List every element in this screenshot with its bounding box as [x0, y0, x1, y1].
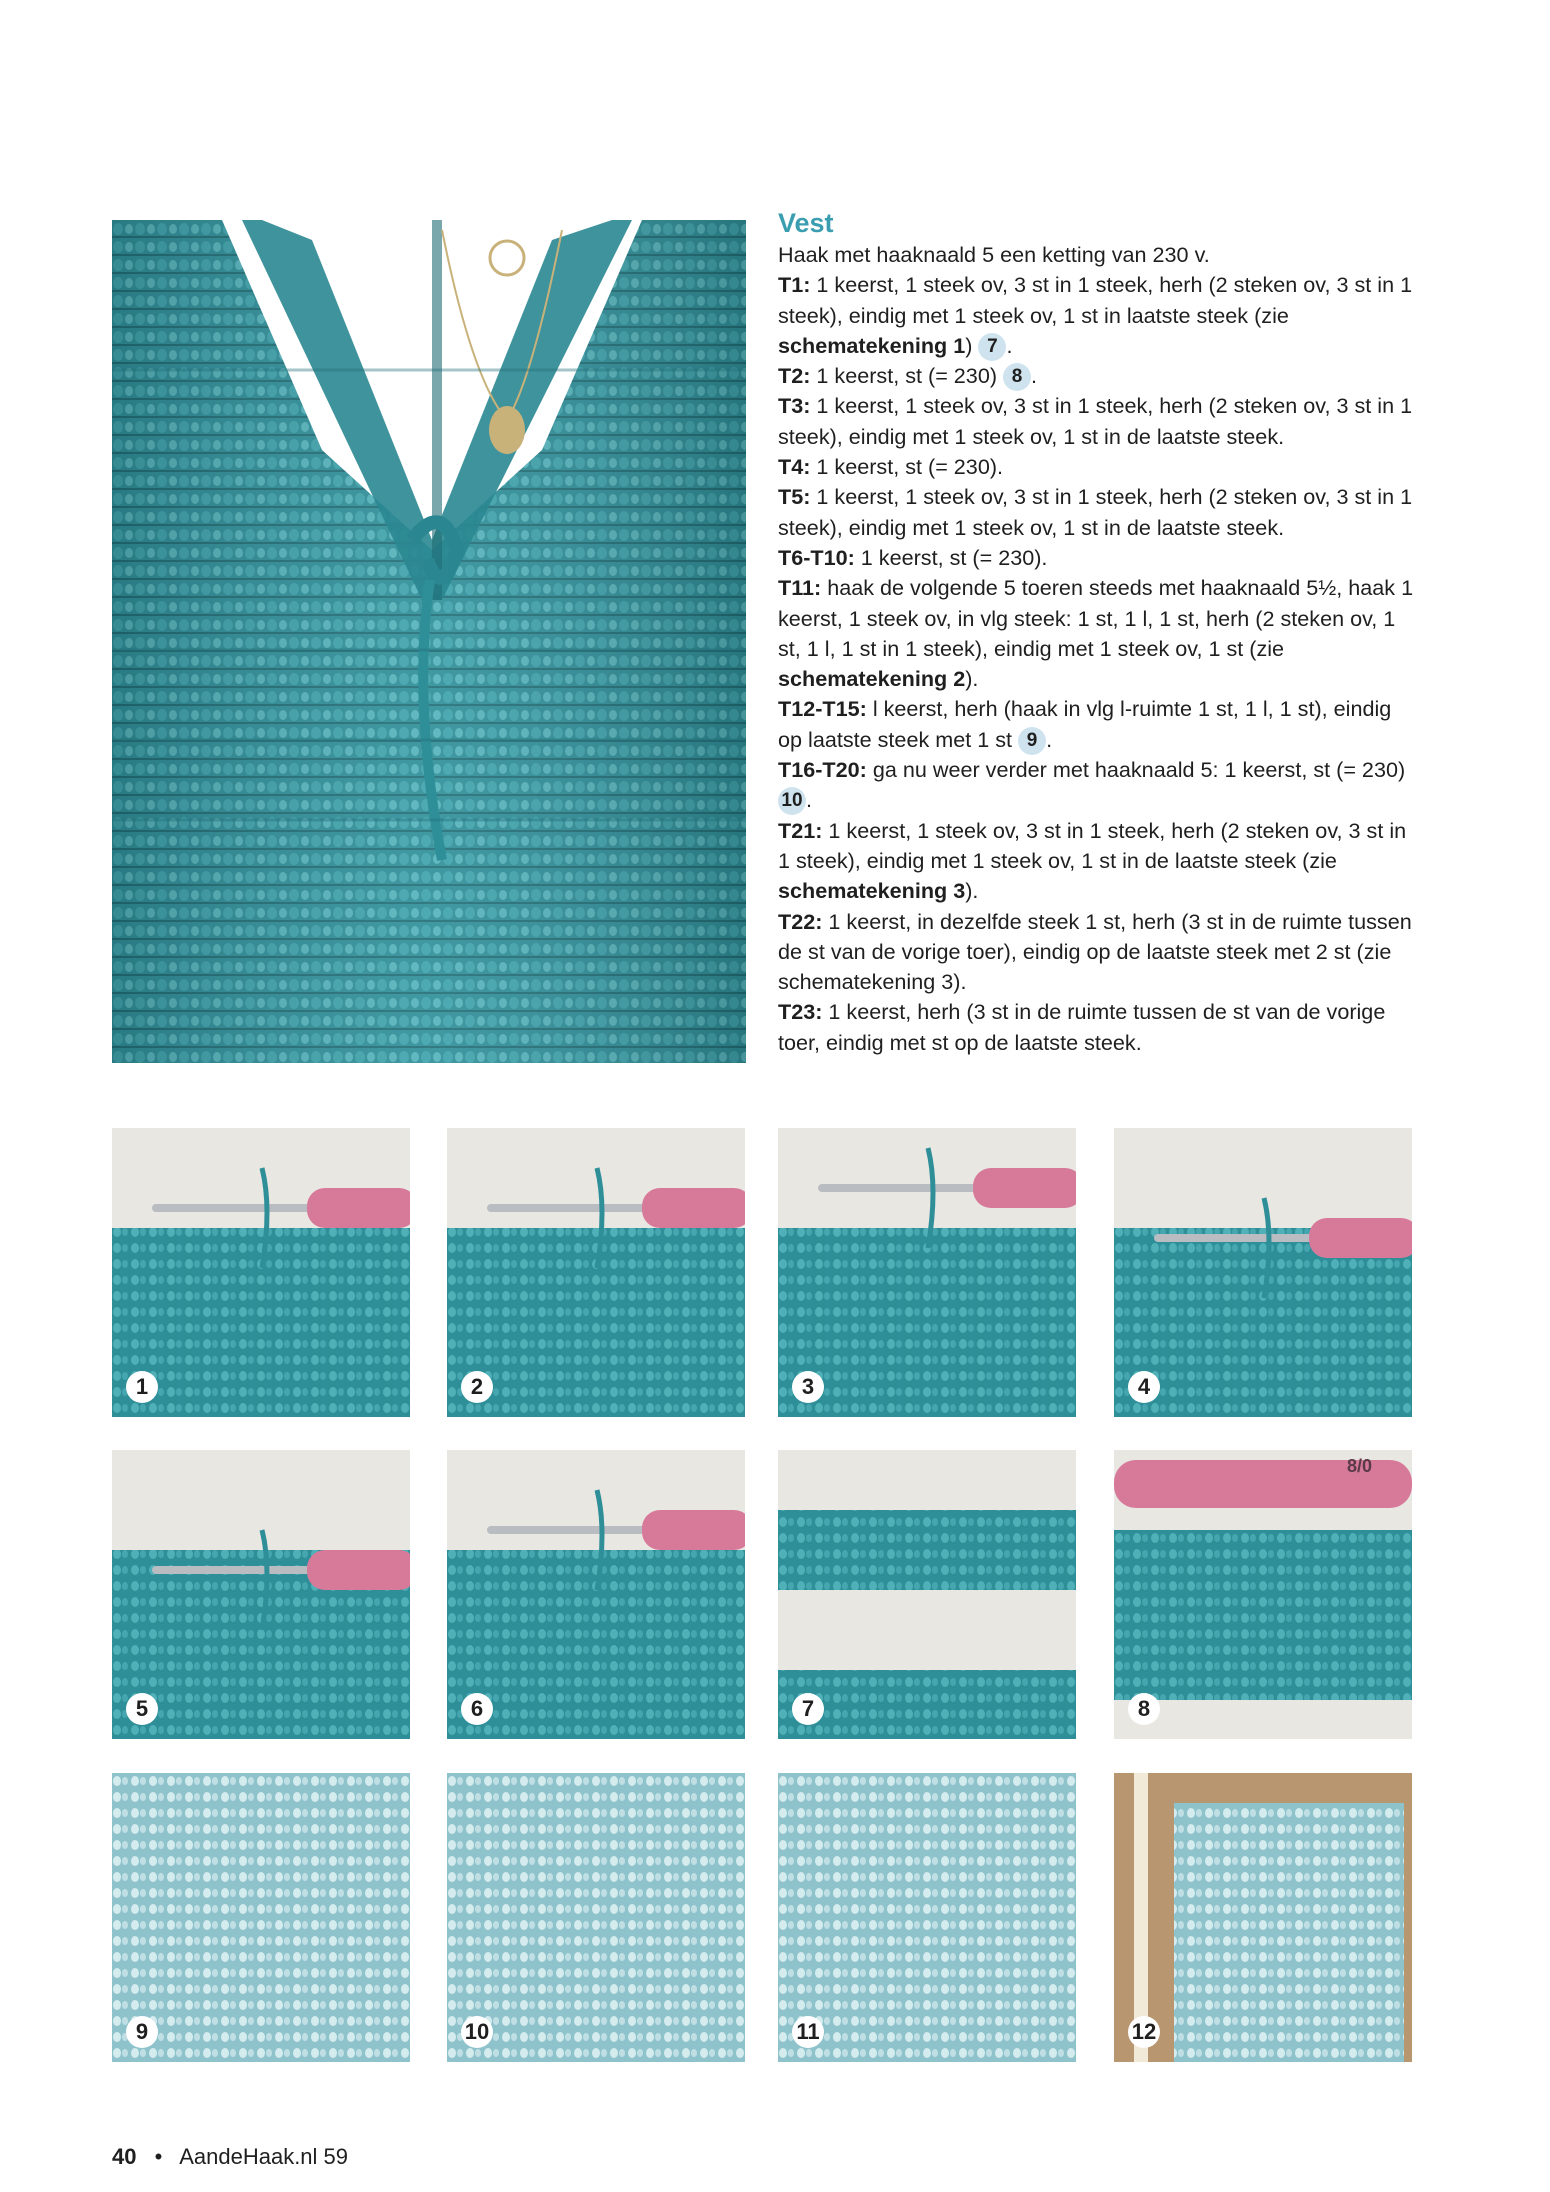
step-photo-2: [447, 1128, 745, 1417]
row-text-after: ): [965, 332, 973, 358]
row-text: 1 keerst, st (= 230).: [816, 454, 1004, 480]
row-label: T11:: [778, 575, 822, 601]
step-number-badge: 4: [1128, 1371, 1160, 1403]
schematic-reference: schematekening 1: [778, 332, 966, 358]
pattern-heading: Vest: [778, 208, 834, 238]
row-text: ga nu weer verder met haaknaald 5: 1 keerst, st (= 230): [872, 757, 1406, 783]
step-photo-6: [447, 1450, 745, 1739]
step-number-badge: 6: [461, 1693, 493, 1725]
row-text: 1 keerst, herh (3 st in de ruimte tussen de st van de vorige toer, eindig met st op de laatste steek.: [778, 999, 1386, 1055]
photo-reference-badge: 7: [978, 333, 1006, 361]
step-number-badge: 8: [1128, 1693, 1160, 1725]
step-number-badge: 5: [126, 1693, 158, 1725]
row-label: T21:: [778, 817, 823, 843]
page-number: 40: [112, 2144, 137, 2169]
pattern-row: [778, 694, 1418, 755]
step-number-badge: 3: [792, 1371, 824, 1403]
pattern-row: [778, 907, 1418, 998]
row-label: T6-T10:: [778, 544, 855, 570]
step-photo-10: [447, 1773, 745, 2062]
row-label: T4:: [778, 454, 811, 480]
row-label: T5:: [778, 484, 811, 510]
pattern-row: [778, 573, 1418, 694]
photo-reference-badge: 8: [1003, 363, 1031, 391]
step-photo-4: [1114, 1128, 1412, 1417]
pattern-row: [778, 755, 1418, 816]
row-text: l keerst, herh (haak in vlg l-ruimte 1 st, 1 l, 1 st), eindig op laatste steek met 1 st: [778, 696, 1392, 752]
row-label: T12-T15:: [778, 696, 867, 722]
row-label: T16-T20:: [778, 757, 867, 783]
row-label: T23:: [778, 999, 823, 1025]
schematic-reference: schematekening 3: [778, 878, 966, 904]
step-photo-3: [778, 1128, 1076, 1417]
row-text: 1 keerst, 1 steek ov, 3 st in 1 steek, herh (2 steken ov, 3 st in 1 steek), eindig met 1 steek ov, 1 st in laatste steek (zie: [778, 272, 1413, 328]
row-label: T1:: [778, 272, 811, 298]
row-text: 1 keerst, st (= 230): [816, 363, 998, 389]
step-number-badge: 10: [461, 2016, 493, 2048]
cardigan-photo: [112, 220, 746, 1063]
row-text: 1 keerst, 1 steek ov, 3 st in 1 steek, herh (2 steken ov, 3 st in 1 steek), eindig met 1 steek ov, 1 st in de laatste steek.: [778, 393, 1413, 449]
row-text-end: .: [1046, 726, 1053, 752]
pattern-intro: Haak met haaknaald 5 een ketting van 230 v.: [778, 242, 1210, 267]
row-label: T2:: [778, 363, 811, 389]
pattern-instructions: [778, 206, 1418, 1058]
row-text-after: ).: [965, 666, 979, 692]
row-text: 1 keerst, 1 steek ov, 3 st in 1 steek, herh (2 steken ov, 3 st in 1 steek), eindig met 1 steek ov, 1 st in de laatste steek (zie: [778, 817, 1407, 873]
hook-size-marking: 8/0: [1346, 1456, 1372, 1476]
pattern-row: [778, 452, 1418, 482]
row-text: 1 keerst, 1 steek ov, 3 st in 1 steek, herh (2 steken ov, 3 st in 1 steek), eindig met 1 steek ov, 1 st in de laatste steek.: [778, 484, 1413, 540]
step-photo-8: [1114, 1450, 1412, 1739]
step-number-badge: 9: [126, 2016, 158, 2048]
step-photo-1: [112, 1128, 410, 1417]
row-label: T22:: [778, 908, 823, 934]
step-photo-12: [1114, 1773, 1412, 2062]
publication-name: AandeHaak.nl 59: [179, 2144, 349, 2169]
pattern-row: [778, 543, 1418, 573]
row-text: haak de volgende 5 toeren steeds met haaknaald 5½, haak 1 keerst, 1 steek ov, in vlg steek: 1 st, 1 l, 1 st, herh (2 steken ov, 1 st, 1 l, 1 st in 1 steek), eindig met 1 steek ov, 1 st (zie: [778, 575, 1414, 661]
pattern-row: [778, 816, 1418, 907]
row-text-end: .: [1031, 363, 1038, 389]
photo-reference-badge: 10: [778, 787, 806, 815]
step-photo-5: [112, 1450, 410, 1739]
row-text: 1 keerst, st (= 230).: [860, 544, 1048, 570]
step-number-badge: 1: [126, 1371, 158, 1403]
step-photo-9: [112, 1773, 410, 2062]
pattern-row: [778, 391, 1418, 452]
pattern-row: [778, 270, 1418, 361]
row-text: 1 keerst, in dezelfde steek 1 st, herh (3 st in de ruimte tussen de st van de vorige toer), eindig op de laatste steek met 2 st (zie schematekening 3).: [778, 908, 1412, 995]
step-number-badge: 7: [792, 1693, 824, 1725]
step-photo-11: [778, 1773, 1076, 2062]
step-number-badge: 11: [792, 2016, 824, 2048]
step-number-badge: 12: [1128, 2016, 1160, 2048]
footer-separator: •: [154, 2144, 163, 2169]
pattern-row: [778, 482, 1418, 543]
pattern-row: [778, 361, 1418, 391]
row-label: T3:: [778, 393, 811, 419]
step-photo-7: [778, 1450, 1076, 1739]
pattern-row: [778, 997, 1418, 1058]
pattern-rows: [778, 270, 1418, 1058]
page-footer: [112, 2144, 348, 2170]
row-text-end: .: [1006, 332, 1013, 358]
photo-reference-badge: 9: [1018, 727, 1046, 755]
row-text-end: .: [806, 787, 812, 813]
step-number-badge: 2: [461, 1371, 493, 1403]
schematic-reference: schematekening 2: [778, 666, 966, 692]
row-text-after: ).: [965, 878, 979, 904]
